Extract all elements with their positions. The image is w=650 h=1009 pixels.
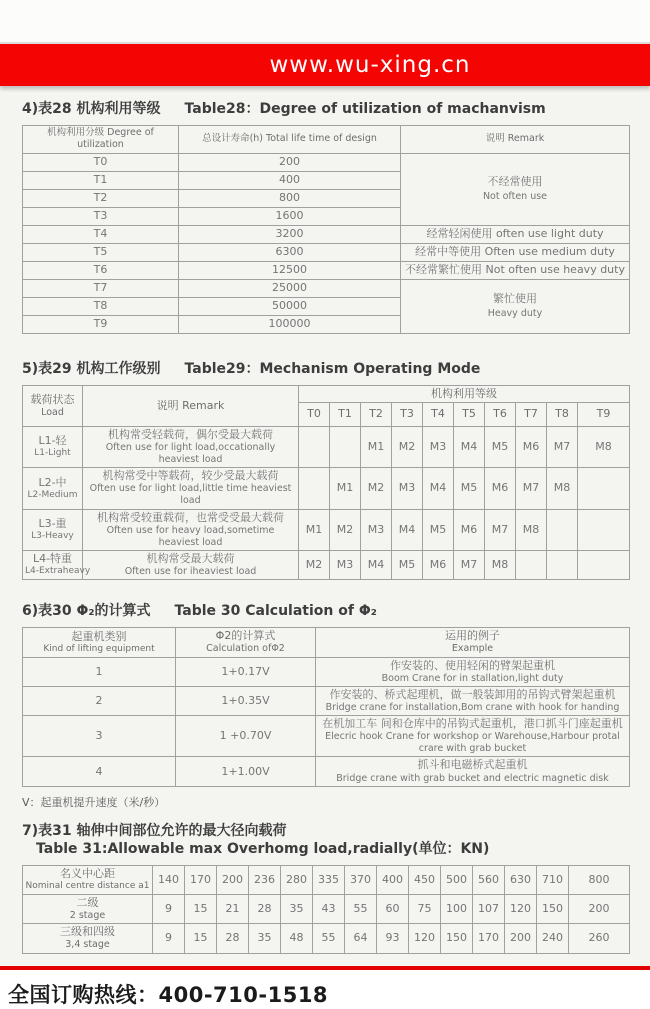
cell: 64: [345, 924, 377, 953]
row-header: [23, 924, 153, 953]
cell: 400: [179, 171, 401, 189]
header-en: 3,4 stage: [65, 939, 110, 951]
cell: 2: [23, 686, 176, 715]
load-zh: L3-重: [38, 516, 67, 530]
table-row: [23, 628, 630, 657]
load-zh: L1-轻: [38, 434, 67, 448]
cell: 75: [409, 895, 441, 924]
example-en: Bridge crane with grab bucket and electric magnetic disk: [336, 772, 609, 784]
cell: T9: [23, 315, 179, 333]
cell: 12500: [179, 261, 401, 279]
section-table30: [22, 602, 630, 810]
cell: [23, 550, 91, 579]
cell: M5: [392, 550, 423, 579]
cell: M8: [578, 426, 630, 467]
section-title: [22, 602, 630, 620]
section-title-en: Table 31:Allowable max Overhomg load,radially(单位：KN): [36, 840, 490, 857]
table29-mechanism-operating-mode: [22, 385, 630, 580]
cell: M1: [330, 468, 361, 509]
cell: M7: [516, 468, 547, 509]
column-header: T9: [578, 402, 630, 426]
cell: 450: [409, 866, 441, 895]
cell: M1: [361, 426, 392, 467]
cell: M6: [454, 509, 485, 550]
cell: [83, 550, 299, 579]
cell: 236: [249, 866, 281, 895]
column-header: [316, 628, 630, 657]
cell: T6: [23, 261, 179, 279]
remark-en: Not often use: [482, 191, 548, 203]
cell: M3: [361, 509, 392, 550]
cell: M4: [454, 426, 485, 467]
column-header: [176, 628, 316, 657]
cell: 21: [217, 895, 249, 924]
cell: 150: [537, 895, 569, 924]
cell: 55: [345, 895, 377, 924]
cell: 150: [441, 924, 473, 953]
header-zh: 载荷状态: [30, 392, 75, 406]
desc-zh: 机构常受中等载荷，较少受最大载荷: [102, 469, 279, 483]
cell: [83, 468, 299, 509]
cell: T2: [23, 189, 179, 207]
load-zh: L4-特重: [32, 552, 73, 566]
column-header: T6: [485, 402, 516, 426]
remark-zh: 繁忙使用: [493, 291, 537, 305]
cell: 不经常繁忙使用 Not often use heavy duty: [401, 261, 630, 279]
cell: 60: [377, 895, 409, 924]
column-header: T7: [516, 402, 547, 426]
cell: 1+1.00V: [176, 757, 316, 786]
cell: 200: [179, 153, 401, 171]
cell: [316, 716, 630, 757]
section-table29: [22, 360, 630, 581]
cell: 120: [505, 895, 537, 924]
cell: [23, 509, 83, 550]
desc-en: Often use for light load,occationally heaviest load: [105, 441, 276, 465]
cell: 800: [569, 866, 630, 895]
cell: 43: [313, 895, 345, 924]
cell: [547, 550, 578, 579]
example-zh: 作安装的、使用轻闲的臂架起重机: [390, 658, 555, 672]
column-header: T0: [299, 402, 330, 426]
cell: 28: [217, 924, 249, 953]
desc-en: Often use for iheaviest load: [124, 566, 257, 578]
cell: M5: [423, 509, 454, 550]
cell: [578, 550, 630, 579]
table-row: [23, 686, 630, 715]
header-en: Nominal centre distance a1: [25, 881, 150, 892]
cell: M6: [516, 426, 547, 467]
table-row: [23, 509, 630, 550]
cell: 710: [537, 866, 569, 895]
cell: 1600: [179, 207, 401, 225]
header-en: Example: [451, 643, 494, 655]
section-title-en: Table28：Degree of utilization of machanvism: [184, 101, 546, 117]
column-header: [23, 628, 176, 657]
header-en: Load: [41, 406, 64, 418]
column-header: 机构利用等级: [299, 385, 630, 402]
cell: M3: [392, 468, 423, 509]
cell: M2: [361, 468, 392, 509]
cell: 200: [505, 924, 537, 953]
cell: [299, 468, 330, 509]
cell: T4: [23, 225, 179, 243]
cell: 280: [281, 866, 313, 895]
column-header: 机构利用分级 Degree of utilization: [23, 126, 179, 153]
cell: 240: [537, 924, 569, 953]
cell: 1+0.35V: [176, 686, 316, 715]
column-header: [23, 866, 153, 895]
table-row: [23, 153, 630, 171]
desc-zh: 机构常受最大载荷: [146, 551, 235, 565]
example-en: Boom Crane for in stallation,light duty: [381, 672, 564, 684]
cell: [401, 279, 630, 333]
cell: [83, 426, 299, 467]
cell: 15: [185, 895, 217, 924]
cell: M8: [547, 468, 578, 509]
footer: [0, 966, 650, 1009]
remark-zh: 不经常使用: [487, 174, 543, 188]
table-row: [23, 126, 630, 153]
cell: 630: [505, 866, 537, 895]
cell: [316, 757, 630, 786]
cell: M5: [454, 468, 485, 509]
hotline-text: 全国订购热线：400-710-1518: [8, 982, 329, 1007]
cell: 140: [153, 866, 185, 895]
cell: M3: [330, 550, 361, 579]
section-title-zh: 6)表30 Φ₂的计算式: [22, 603, 151, 620]
cell: M6: [423, 550, 454, 579]
cell: M2: [392, 426, 423, 467]
remark-en: Heavy duty: [487, 308, 543, 320]
cell: [299, 426, 330, 467]
column-header: [23, 385, 83, 426]
column-header: 说明 Remark: [401, 126, 630, 153]
header-zh: 名义中心距: [60, 867, 115, 881]
cell: [547, 509, 578, 550]
load-en: L2-Medium: [27, 489, 78, 500]
cell: 100: [441, 895, 473, 924]
column-header: T2: [361, 402, 392, 426]
column-header: 总设计寿命(h) Total life time of design: [179, 126, 401, 153]
cell: M3: [423, 426, 454, 467]
cell: 48: [281, 924, 313, 953]
example-en: Bridge crane for installation,Bom crane with hook for handing: [325, 701, 620, 713]
cell: 1 +0.70V: [176, 716, 316, 757]
cell: M1: [299, 509, 330, 550]
desc-en: Often use for light load,little time heaviest load: [89, 483, 292, 507]
table-row: [23, 716, 630, 757]
header-zh: 二级: [76, 896, 99, 910]
velocity-note: V：起重机提升速度（米/秒）: [22, 795, 166, 809]
cell: [83, 509, 299, 550]
example-zh: 作安装的、桥式起理机，做一般装卸用的吊钩式臂架起重机: [329, 687, 616, 701]
section-table31: [22, 822, 630, 954]
cell: 经常中等使用 Often use medium duty: [401, 243, 630, 261]
cell: 15: [185, 924, 217, 953]
cell: M6: [485, 468, 516, 509]
top-strip: [0, 0, 650, 44]
cell: M5: [485, 426, 516, 467]
cell: 370: [345, 866, 377, 895]
cell: M4: [361, 550, 392, 579]
table-row: [23, 279, 630, 297]
section-title-zh: 5)表29 机构工作级别: [22, 360, 161, 377]
column-header: 说明 Remark: [83, 385, 299, 426]
table-row: [23, 757, 630, 786]
cell: 93: [377, 924, 409, 953]
cell: 1: [23, 657, 176, 686]
example-en: Elecric hook Crane for workshop or Warehouse,Harbour protal crare with grab bucket: [325, 731, 620, 755]
cell: T8: [23, 297, 179, 315]
header-en: Kind of lifting equipment: [43, 643, 155, 654]
cell: 260: [569, 924, 630, 953]
cell: M4: [392, 509, 423, 550]
cell: 1+0.17V: [176, 657, 316, 686]
cell: [316, 657, 630, 686]
cell: 55: [313, 924, 345, 953]
desc-zh: 机构常受较重载荷，也常受受最大载荷: [97, 510, 284, 524]
column-header: T4: [423, 402, 454, 426]
cell: T3: [23, 207, 179, 225]
table-row: [23, 924, 630, 953]
cell: [578, 468, 630, 509]
cell: 6300: [179, 243, 401, 261]
table31-allowable-max-radial-load: [22, 865, 630, 953]
cell: 800: [179, 189, 401, 207]
load-en: L3-Heavy: [31, 531, 74, 542]
table-row: [23, 550, 630, 579]
example-zh: 在机加工车 间和仓库中的吊钩式起重机，港口抓斗门座起重机: [322, 717, 623, 731]
cell: 170: [473, 924, 505, 953]
cell: [401, 153, 630, 225]
cell: [316, 686, 630, 715]
cell: [578, 509, 630, 550]
header-en: 2 stage: [69, 910, 106, 922]
cell: 120: [409, 924, 441, 953]
cell: 335: [313, 866, 345, 895]
cell: T0: [23, 153, 179, 171]
section-title: [22, 100, 630, 118]
table-row: [23, 385, 630, 402]
column-header: T3: [392, 402, 423, 426]
table-row: [23, 426, 630, 467]
cell: [23, 426, 83, 467]
cell: 3: [23, 716, 176, 757]
cell: 经常轻闲使用 often use light duty: [401, 225, 630, 243]
cell: 9: [153, 924, 185, 953]
table28-degree-of-utilization: [22, 125, 630, 333]
cell: M2: [330, 509, 361, 550]
column-header: T8: [547, 402, 578, 426]
row-header: [23, 895, 153, 924]
column-header: T1: [330, 402, 361, 426]
cell: [23, 468, 83, 509]
cell: 560: [473, 866, 505, 895]
section-title-zh: 7)表31 轴伸中间部位允许的最大径向载荷: [22, 822, 287, 839]
cell: M2: [299, 550, 330, 579]
cell: 200: [217, 866, 249, 895]
table-row: [23, 468, 630, 509]
cell: 50000: [179, 297, 401, 315]
column-header: T5: [454, 402, 485, 426]
section-title: [22, 360, 630, 378]
table-row: [23, 225, 630, 243]
example-zh: 抓斗和电磁桥式起重机: [417, 758, 528, 772]
cell: 3200: [179, 225, 401, 243]
cell: T1: [23, 171, 179, 189]
cell: T5: [23, 243, 179, 261]
cell: 35: [281, 895, 313, 924]
header-zh: 运用的例子: [445, 629, 500, 643]
desc-zh: 机构常受轻载荷，偶尔受最大载荷: [108, 427, 273, 441]
cell: 25000: [179, 279, 401, 297]
cell: 100000: [179, 315, 401, 333]
load-en: L1-Light: [34, 448, 71, 459]
desc-en: Often use for heavy load,sometime heaviest load: [106, 524, 275, 548]
cell: M7: [454, 550, 485, 579]
section-title-en: Table29：Mechanism Operating Mode: [184, 360, 481, 377]
cell: 4: [23, 757, 176, 786]
cell: M8: [485, 550, 516, 579]
load-zh: L2-中: [38, 475, 67, 489]
cell: 9: [153, 895, 185, 924]
cell: 400: [377, 866, 409, 895]
section-title-en: Table 30 Calculation of Φ₂: [174, 603, 377, 620]
header-zh: Φ2的计算式: [215, 629, 276, 643]
table-row: [23, 657, 630, 686]
site-url: www.wu-xing.cn: [269, 52, 471, 78]
cell: M8: [516, 509, 547, 550]
section-title: [22, 822, 630, 858]
header-zh: 三级和四级: [60, 925, 115, 939]
cell: 28: [249, 895, 281, 924]
cell: M7: [547, 426, 578, 467]
header-zh: 起重机类别: [71, 629, 127, 643]
page-content: [0, 86, 650, 966]
header-banner: [0, 44, 650, 86]
cell: 170: [185, 866, 217, 895]
header-en: Calculation ofΦ2: [206, 643, 285, 655]
section-title-zh: 4)表28 机构利用等级: [22, 101, 161, 117]
cell: 107: [473, 895, 505, 924]
cell: 500: [441, 866, 473, 895]
cell: M7: [485, 509, 516, 550]
cell: M4: [423, 468, 454, 509]
table30-calculation-of-phi2: [22, 627, 630, 786]
table-row: [23, 261, 630, 279]
cell: 200: [569, 895, 630, 924]
cell: T7: [23, 279, 179, 297]
table-row: [23, 243, 630, 261]
table-row: [23, 895, 630, 924]
cell: [330, 426, 361, 467]
table-row: [23, 866, 630, 895]
section-table28: [22, 100, 630, 334]
cell: 35: [249, 924, 281, 953]
load-en: L4-Extraheavy: [25, 566, 91, 577]
cell: [516, 550, 547, 579]
